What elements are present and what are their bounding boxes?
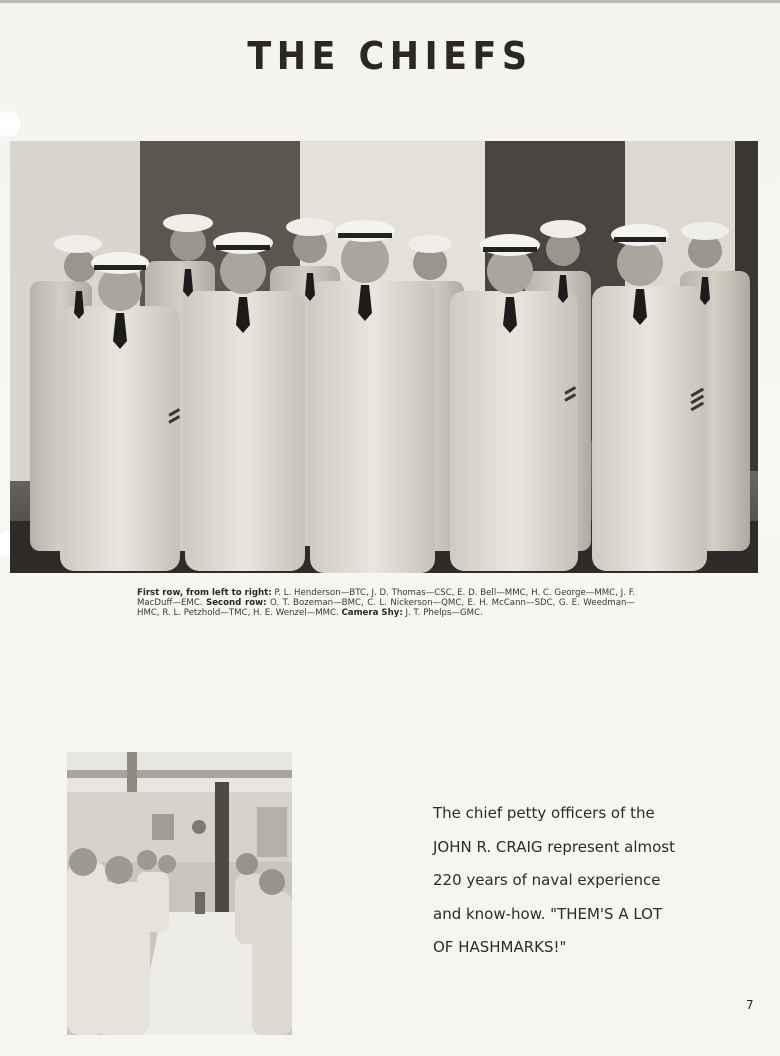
side-text-line: OF HASHMARKS!" xyxy=(433,938,567,956)
page-title: THE CHIEFS xyxy=(247,34,533,78)
page-number: 7 xyxy=(746,998,754,1012)
page-top-edge xyxy=(0,0,780,3)
caption-camera-shy-label: Camera Shy: xyxy=(341,608,403,619)
side-description xyxy=(433,797,693,965)
caption-second-row-names: O. T. Bozeman—BMC, C. L. Nickerson—QMC, E. H. McCann—SDC, G. E. Weedman—HMC, R. L. Petzhold—TMC, H. E. Wenzel—MMC. xyxy=(137,598,636,619)
mess-photo xyxy=(67,752,292,1035)
caption-first-row-label: First row, from left to right: xyxy=(137,588,272,598)
side-text-line: and know-how. "THEM'S A LOT xyxy=(433,904,663,923)
group-photo xyxy=(10,141,758,573)
photo-caption xyxy=(137,588,635,619)
side-text-line: 220 years of naval experience xyxy=(433,871,661,889)
binder-hole xyxy=(0,110,22,138)
caption-second-row-label: Second row: xyxy=(206,598,267,609)
caption-camera-shy-names: J. T. Phelps—GMC. xyxy=(402,608,483,619)
side-text-line: JOHN R. CRAIG represent almost xyxy=(433,837,675,856)
caption-first-row-names: P. L. Henderson—BTC, J. D. Thomas—CSC, E. D. Bell—MMC, H. C. George—MMC, J. F. MacDuff—EMC. xyxy=(137,588,635,609)
side-text-line: The chief petty officers of the xyxy=(433,804,655,822)
